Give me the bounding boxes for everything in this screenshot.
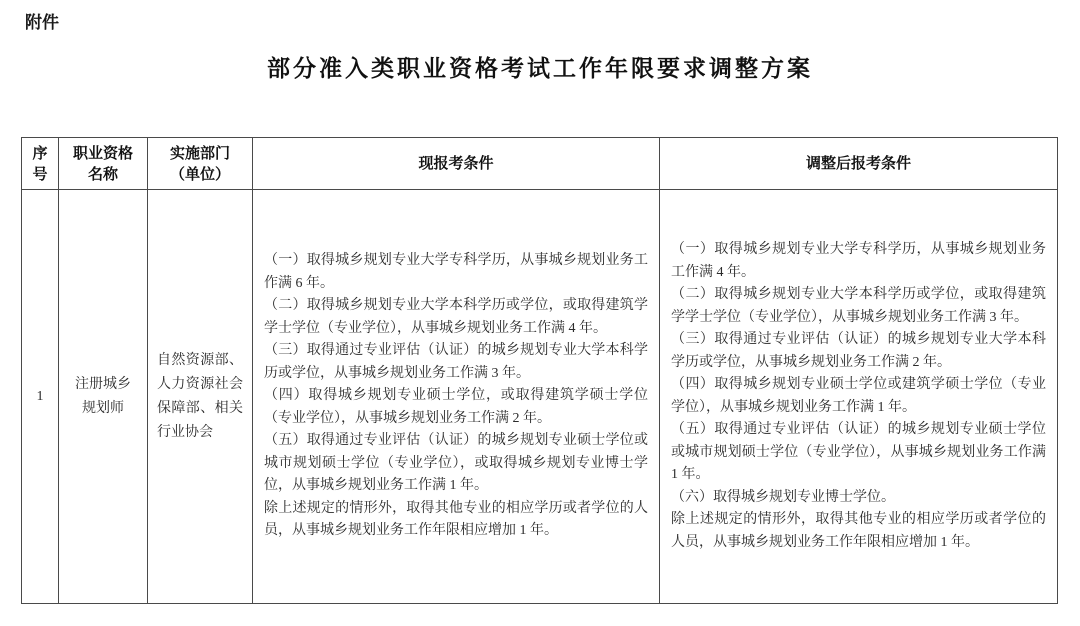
cell-index: 1 xyxy=(22,190,59,604)
condition-paragraph: （二）取得城乡规划专业大学本科学历或学位，或取得建筑学学士学位（专业学位），从事城乡规划业务工作满 3 年。 xyxy=(671,287,1046,325)
condition-paragraph: （一）取得城乡规划专业大学专科学历，从事城乡规划业务工作满 4 年。 xyxy=(671,242,1046,280)
header-department-label: 实施部门（单位） xyxy=(169,144,230,183)
header-current-conditions xyxy=(253,138,660,190)
cell-qualification xyxy=(59,190,148,604)
condition-paragraph: （五）取得通过专业评估（认证）的城乡规划专业硕士学位或城市规划硕士学位（专业学位），或取得城乡规划专业博士学位，从事城乡规划业务工作满 1 年。 xyxy=(264,433,648,494)
header-qualification xyxy=(59,138,148,190)
condition-paragraph: （四）取得城乡规划专业硕士学位或建筑学硕士学位（专业学位），从事城乡规划业务工作满 1 年。 xyxy=(671,377,1046,415)
header-current-conditions-label: 现报考条件 xyxy=(418,155,494,172)
qualification-name: 注册城乡规划师 xyxy=(75,376,131,416)
current-conditions-list xyxy=(264,250,648,543)
cell-adjusted-conditions xyxy=(660,190,1058,604)
header-index xyxy=(22,138,59,190)
condition-paragraph: （三）取得通过专业评估（认证）的城乡规划专业大学本科学历或学位，从事城乡规划业务工作满 2 年。 xyxy=(671,332,1046,370)
condition-paragraph: （六）取得城乡规划专业博士学位。 xyxy=(671,489,895,505)
header-qualification-label: 职业资格名称 xyxy=(72,144,133,183)
table-row xyxy=(22,190,1058,604)
condition-paragraph: （三）取得通过专业评估（认证）的城乡规划专业大学本科学历或学位，从事城乡规划业务工作满 3 年。 xyxy=(264,343,648,381)
header-adjusted-conditions-label: 调整后报考条件 xyxy=(805,155,911,172)
page-title: 部分准入类职业资格考试工作年限要求调整方案 xyxy=(267,55,813,81)
attachment-label: 附件 xyxy=(25,13,59,32)
table-header-row xyxy=(22,138,1058,190)
condition-paragraph: （一）取得城乡规划专业大学专科学历，从事城乡规划业务工作满 6 年。 xyxy=(264,253,648,291)
header-index-label: 序号 xyxy=(32,144,48,183)
condition-paragraph: （五）取得通过专业评估（认证）的城乡规划专业硕士学位或城市规划硕士学位（专业学位），从事城乡规划业务工作满 1 年。 xyxy=(671,422,1046,482)
adjusted-conditions-list xyxy=(671,239,1046,554)
condition-paragraph: （四）取得城乡规划专业硕士学位，或取得建筑学硕士学位（专业学位），从事城乡规划业务工作满 2 年。 xyxy=(264,388,648,426)
condition-paragraph: 除上述规定的情形外，取得其他专业的相应学历或者学位的人员，从事城乡规划业务工作年限相应增加 1 年。 xyxy=(264,500,648,539)
header-department xyxy=(148,138,253,190)
header-adjusted-conditions xyxy=(660,138,1058,190)
condition-paragraph: （二）取得城乡规划专业大学本科学历或学位，或取得建筑学学士学位（专业学位），从事城乡规划业务工作满 4 年。 xyxy=(264,298,648,336)
cell-department: 自然资源部、人力资源社会保障部、相关行业协会 xyxy=(148,190,253,604)
condition-paragraph: 除上述规定的情形外，取得其他专业的相应学历或者学位的人员，从事城乡规划业务工作年限相应增加 1 年。 xyxy=(671,512,1046,550)
requirements-table xyxy=(21,137,1058,604)
cell-current-conditions xyxy=(253,190,660,604)
